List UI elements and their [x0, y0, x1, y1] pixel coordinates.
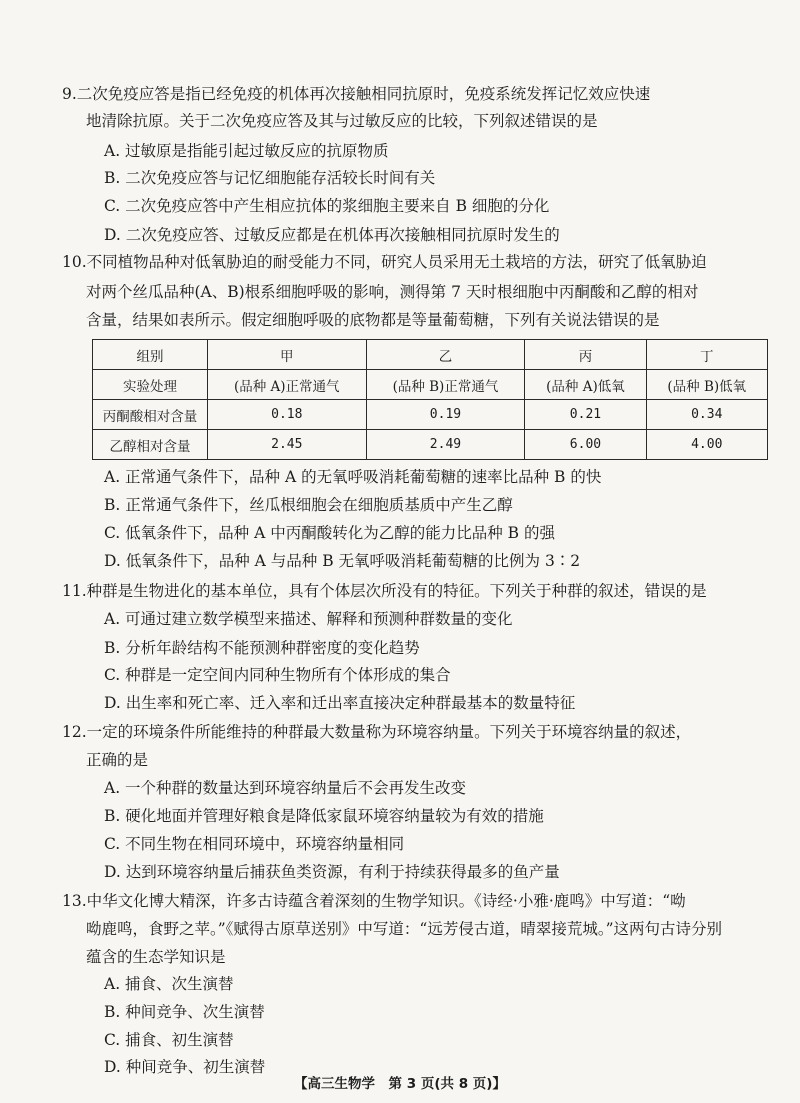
table-header-cell: 乙 — [366, 340, 525, 370]
q11-option-a: A. 可通过建立数学模型来描述、解释和预测种群数量的变化 — [104, 610, 513, 628]
q11-option-d: D. 出生率和死亡率、迁入率和迁出率直接决定种群最基本的数量特征 — [104, 694, 576, 712]
q10-option-d: D. 低氧条件下，品种 A 与品种 B 无氧呼吸消耗葡萄糖的比例为 3∶2 — [104, 552, 581, 570]
q12-option-b: B. 硬化地面并管理好粮食是降低家鼠环境容纳量较为有效的措施 — [104, 807, 544, 825]
q10-option-a: A. 正常通气条件下，品种 A 的无氧呼吸消耗葡萄糖的速率比品种 B 的快 — [104, 468, 602, 486]
q12-stem-line1: 12.一定的环境条件所能维持的种群最大数量称为环境容纳量。下列关于环境容纳量的叙述， — [62, 723, 692, 741]
table-cell: 4.00 — [646, 430, 767, 460]
q9-option-a: A. 过敏原是指能引起过敏反应的抗原物质 — [104, 142, 389, 160]
q13-stem-line2: 呦鹿鸣，食野之苹。”《赋得古原草送别》中写道：“远芳侵古道，晴翠接荒城。”这两句古诗分别 — [86, 920, 723, 938]
q11-stem-line1: 11.种群是生物进化的基本单位，具有个体层次所没有的特征。下列关于种群的叙述，错误的是 — [62, 582, 707, 600]
table-header-cell: 甲 — [208, 340, 367, 370]
table-row — [93, 430, 768, 460]
q10-option-c: C. 低氧条件下，品种 A 中丙酮酸转化为乙醇的能力比品种 B 的强 — [104, 524, 555, 542]
q12-option-c: C. 不同生物在相同环境中，环境容纳量相同 — [104, 835, 405, 853]
table-cell: 0.34 — [646, 400, 767, 430]
q13-stem-line1: 13.中华文化博大精深，许多古诗蕴含着深刻的生物学知识。《诗经·小雅·鹿鸣》中写道：“呦 — [62, 892, 686, 910]
table-cell: (品种 A)正常通气 — [208, 370, 367, 400]
table-header-cell: 丙 — [525, 340, 646, 370]
q9-option-b: B. 二次免疫应答与记忆细胞能存活较长时间有关 — [104, 169, 436, 187]
table-header-row — [93, 340, 768, 370]
q10-stem-line1: 10.不同植物品种对低氧胁迫的耐受能力不同，研究人员采用无土栽培的方法，研究了低氧胁迫 — [62, 253, 707, 271]
q10-option-b: B. 正常通气条件下，丝瓜根细胞会在细胞质基质中产生乙醇 — [104, 496, 513, 514]
q13-option-a: A. 捕食、次生演替 — [104, 975, 234, 993]
q10-data-table — [92, 339, 768, 460]
table-cell: (品种 A)低氧 — [525, 370, 646, 400]
q12-stem-line2: 正确的是 — [86, 751, 149, 769]
q13-stem-line3: 蕴含的生态学知识是 — [86, 948, 226, 966]
table-cell: 实验处理 — [93, 370, 208, 400]
table-header-cell: 组别 — [93, 340, 208, 370]
table-cell: 乙醇相对含量 — [93, 430, 208, 460]
q13-option-b: B. 种间竞争、次生演替 — [104, 1003, 265, 1021]
q9-option-d: D. 二次免疫应答、过敏反应都是在机体再次接触相同抗原时发生的 — [104, 226, 560, 244]
q10-stem-line2: 对两个丝瓜品种(A、B)根系细胞呼吸的影响，测得第 7 天时根细胞中丙酮酸和乙醇的相对 — [86, 283, 699, 301]
page-footer: 【高三生物学 第 3 页(共 8 页)】 — [294, 1076, 506, 1092]
q13-option-c: C. 捕食、初生演替 — [104, 1031, 234, 1049]
table-cell: 6.00 — [525, 430, 646, 460]
q10-stem-line3: 含量，结果如表所示。假定细胞呼吸的底物都是等量葡萄糖，下列有关说法错误的是 — [86, 311, 660, 329]
table-cell: (品种 B)低氧 — [646, 370, 767, 400]
table-cell: 0.18 — [208, 400, 367, 430]
q9-stem-line2: 地清除抗原。关于二次免疫应答及其与过敏反应的比较，下列叙述错误的是 — [86, 112, 598, 130]
table-cell: 0.21 — [525, 400, 646, 430]
q9-option-c: C. 二次免疫应答中产生相应抗体的浆细胞主要来自 B 细胞的分化 — [104, 197, 550, 215]
table-cell: 丙酮酸相对含量 — [93, 400, 208, 430]
table-row — [93, 400, 768, 430]
table-cell: (品种 B)正常通气 — [366, 370, 525, 400]
q13-option-d: D. 种间竞争、初生演替 — [104, 1058, 266, 1076]
table-header-cell: 丁 — [646, 340, 767, 370]
table-cell: 2.45 — [208, 430, 367, 460]
table-row — [93, 370, 768, 400]
q12-option-d: D. 达到环境容纳量后捕获鱼类资源，有利于持续获得最多的鱼产量 — [104, 863, 560, 881]
q12-option-a: A. 一个种群的数量达到环境容纳量后不会再发生改变 — [104, 779, 467, 797]
q11-option-c: C. 种群是一定空间内同种生物所有个体形成的集合 — [104, 666, 451, 684]
q11-option-b: B. 分析年龄结构不能预测种群密度的变化趋势 — [104, 639, 420, 657]
table-cell: 0.19 — [366, 400, 525, 430]
q9-stem-line1: 9.二次免疫应答是指已经免疫的机体再次接触相同抗原时，免疫系统发挥记忆效应快速 — [62, 85, 651, 103]
table-cell: 2.49 — [366, 430, 525, 460]
